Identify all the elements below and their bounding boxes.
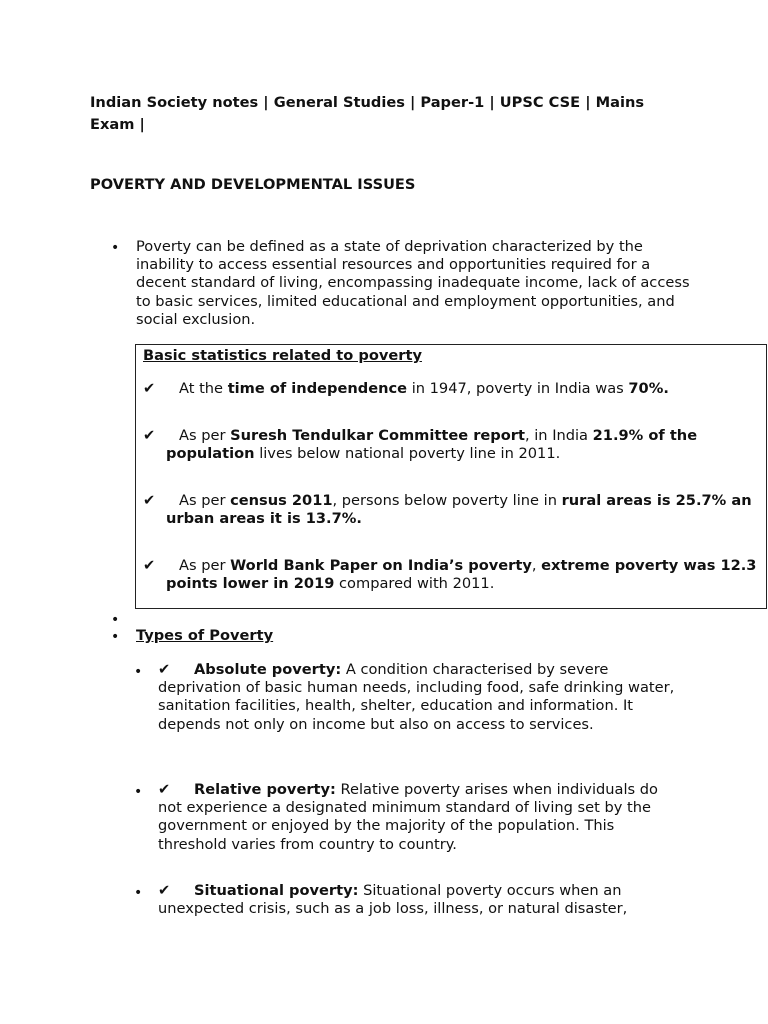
checkmark-icon: ✔ bbox=[158, 781, 171, 798]
statistic-item: ✔ As per World Bank Paper on India’s poverty, extreme poverty was 12.3 points lower in 2019 compared with 2011. bbox=[143, 557, 757, 593]
checkmark-icon: ✔ bbox=[158, 661, 171, 678]
document-title: Indian Society notes | General Studies | Paper-1 | UPSC CSE | Mains Exam | bbox=[90, 94, 645, 133]
statistics-box bbox=[135, 344, 767, 609]
statistic-item: ✔ As per Suresh Tendulkar Committee report, in India 21.9% of the population lives below national poverty line in 2011. bbox=[143, 427, 698, 463]
checkmark-icon: ✔ bbox=[143, 380, 156, 397]
types-heading: Types of Poverty bbox=[136, 627, 274, 644]
bullet-icon: • bbox=[134, 885, 143, 901]
checkmark-icon: ✔ bbox=[143, 557, 156, 574]
bullet-icon: • bbox=[111, 629, 120, 645]
intro-paragraph: Poverty can be defined as a state of deprivation characterized by the inability to access essential resources and opportunities required for a decent standard of living, encompassing inadequate income, lack of access to basic services, limited educational and employment opportunities, and social exclusion. bbox=[136, 238, 690, 328]
section-heading: POVERTY AND DEVELOPMENTAL ISSUES bbox=[90, 176, 416, 193]
poverty-type-item: ✔ Relative poverty: Relative poverty arises when individuals do not experience a designated minimum standard of living set by the government or enjoyed by the majority of the population. This threshold varies from country to country. bbox=[158, 781, 658, 853]
checkmark-icon: ✔ bbox=[158, 882, 171, 899]
statistic-item: ✔ At the time of independence in 1947, poverty in India was 70%. bbox=[143, 380, 669, 397]
bullet-icon: • bbox=[134, 664, 143, 680]
poverty-type-item: ✔ Absolute poverty: A condition characterised by severe deprivation of basic human needs, including food, safe drinking water, sanitation facilities, health, shelter, education and information. It depends not only on income but also on access to services. bbox=[158, 661, 675, 733]
bullet-icon: • bbox=[134, 784, 143, 800]
statistic-item: ✔ As per census 2011, persons below poverty line in rural areas is 25.7% an urban areas it is 13.7%. bbox=[143, 492, 752, 528]
statistics-box-title: Basic statistics related to poverty bbox=[143, 347, 422, 364]
bullet-icon: • bbox=[111, 612, 120, 628]
checkmark-icon: ✔ bbox=[143, 492, 156, 509]
checkmark-icon: ✔ bbox=[143, 427, 156, 444]
bullet-icon: • bbox=[111, 240, 120, 256]
poverty-type-item: ✔ Situational poverty: Situational poverty occurs when an unexpected crisis, such as a job loss, illness, or natural disaster, bbox=[158, 882, 628, 918]
